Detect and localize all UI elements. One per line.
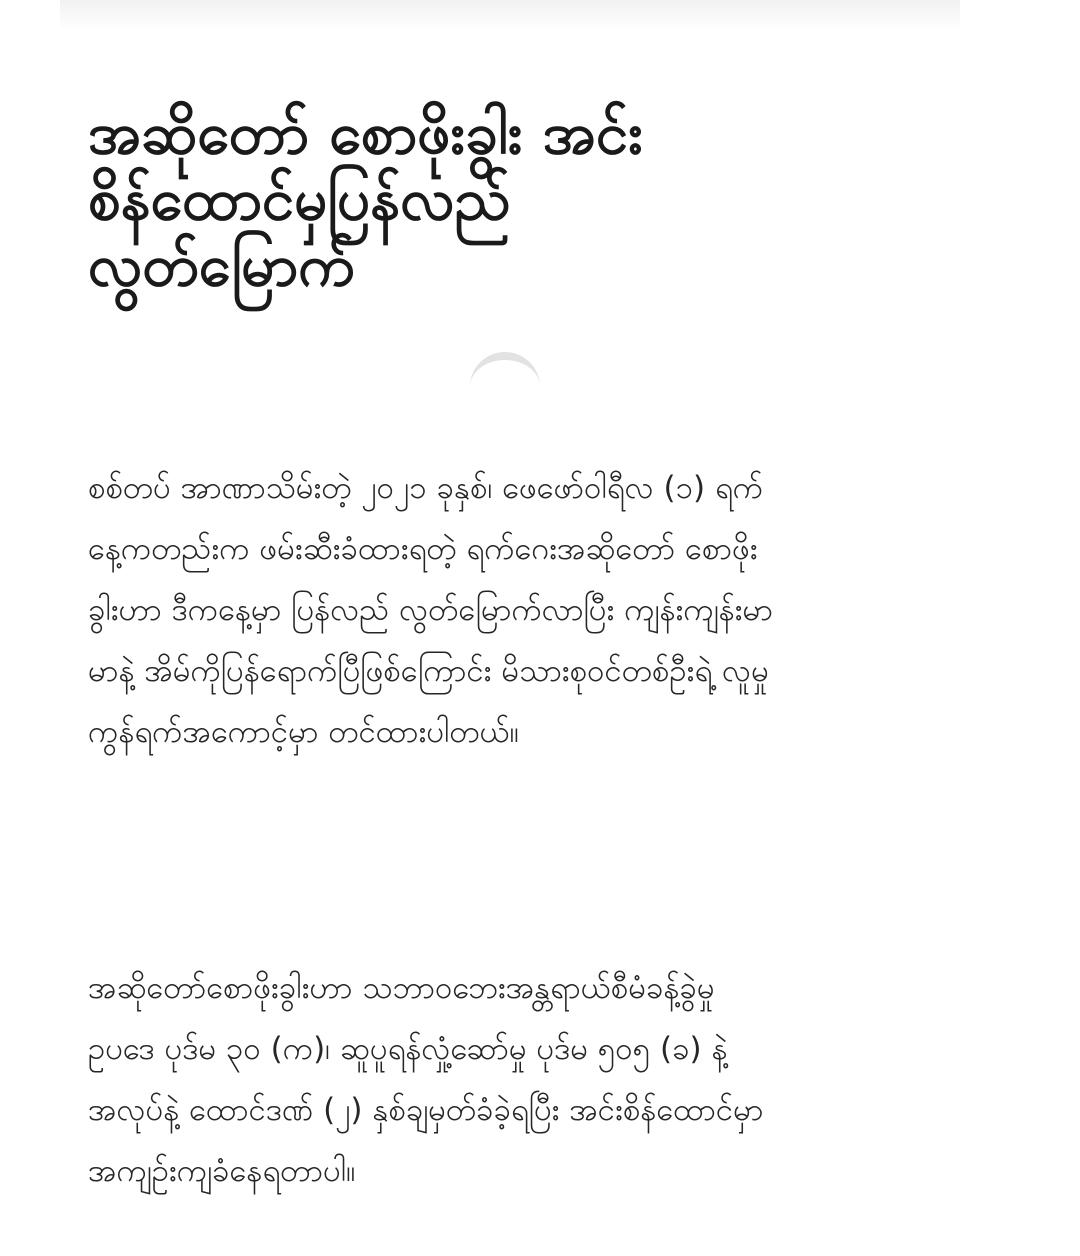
loading-spinner-partial — [470, 352, 540, 422]
headline-line: စိန်ထောင်မှပြန်လည် — [88, 165, 511, 233]
paragraph-line: ဥပဒေ ပုဒ်မ ၃၀ (က)၊ ဆူပူရန်လှုံ့ဆော်မှု ပုဒ်မ ၅၀၅ (ခ) နဲ့ — [88, 1031, 728, 1067]
article-paragraph-1 — [88, 458, 948, 763]
top-fade — [60, 0, 960, 30]
paragraph-line: အလုပ်နဲ့ ထောင်ဒဏ် (၂) နှစ်ချမှတ်ခံခဲ့ရပြီး အင်းစိန်ထောင်မှာ — [88, 1092, 764, 1128]
headline-line: အဆိုတော် စောဖိုးခွါး အင်း — [88, 99, 643, 167]
paragraph-line: အဆိုတော်စောဖိုးခွါးဟာ သဘာဝဘေးအန္တရာယ်စီမံခန့်ခွဲမှု — [88, 970, 715, 1006]
article-headline — [88, 100, 988, 298]
paragraph-line: ကွန်ရက်အကောင့်မှာ တင်ထားပါတယ်။ — [88, 714, 520, 750]
paragraph-line: အကျဉ်းကျခံနေရတာပါ။ — [88, 1153, 356, 1189]
article-paragraph-2 — [88, 958, 948, 1202]
headline-line: လွတ်မြောက် — [88, 231, 355, 299]
paragraph-line: မာနဲ့ အိမ်ကိုပြန်ရောက်ပြီဖြစ်ကြောင်း မိသားစုဝင်တစ်ဦးရဲ့ လူမှု — [88, 653, 769, 689]
paragraph-line: နေ့ကတည်းက ဖမ်းဆီးခံထားရတဲ့ ရက်ဂေးအဆိုတော် စောဖိုး — [88, 531, 758, 567]
paragraph-line: ခွါးဟာ ဒီကနေ့မှာ ပြန်လည် လွတ်မြောက်လာပြီး ကျန်းကျန်းမာ — [88, 592, 773, 628]
paragraph-line: စစ်တပ် အာဏာသိမ်းတဲ့ ၂၀၂၁ ခုနှစ်၊ ဖေဖော်ဝါရီလ (၁) ရက် — [88, 470, 764, 506]
